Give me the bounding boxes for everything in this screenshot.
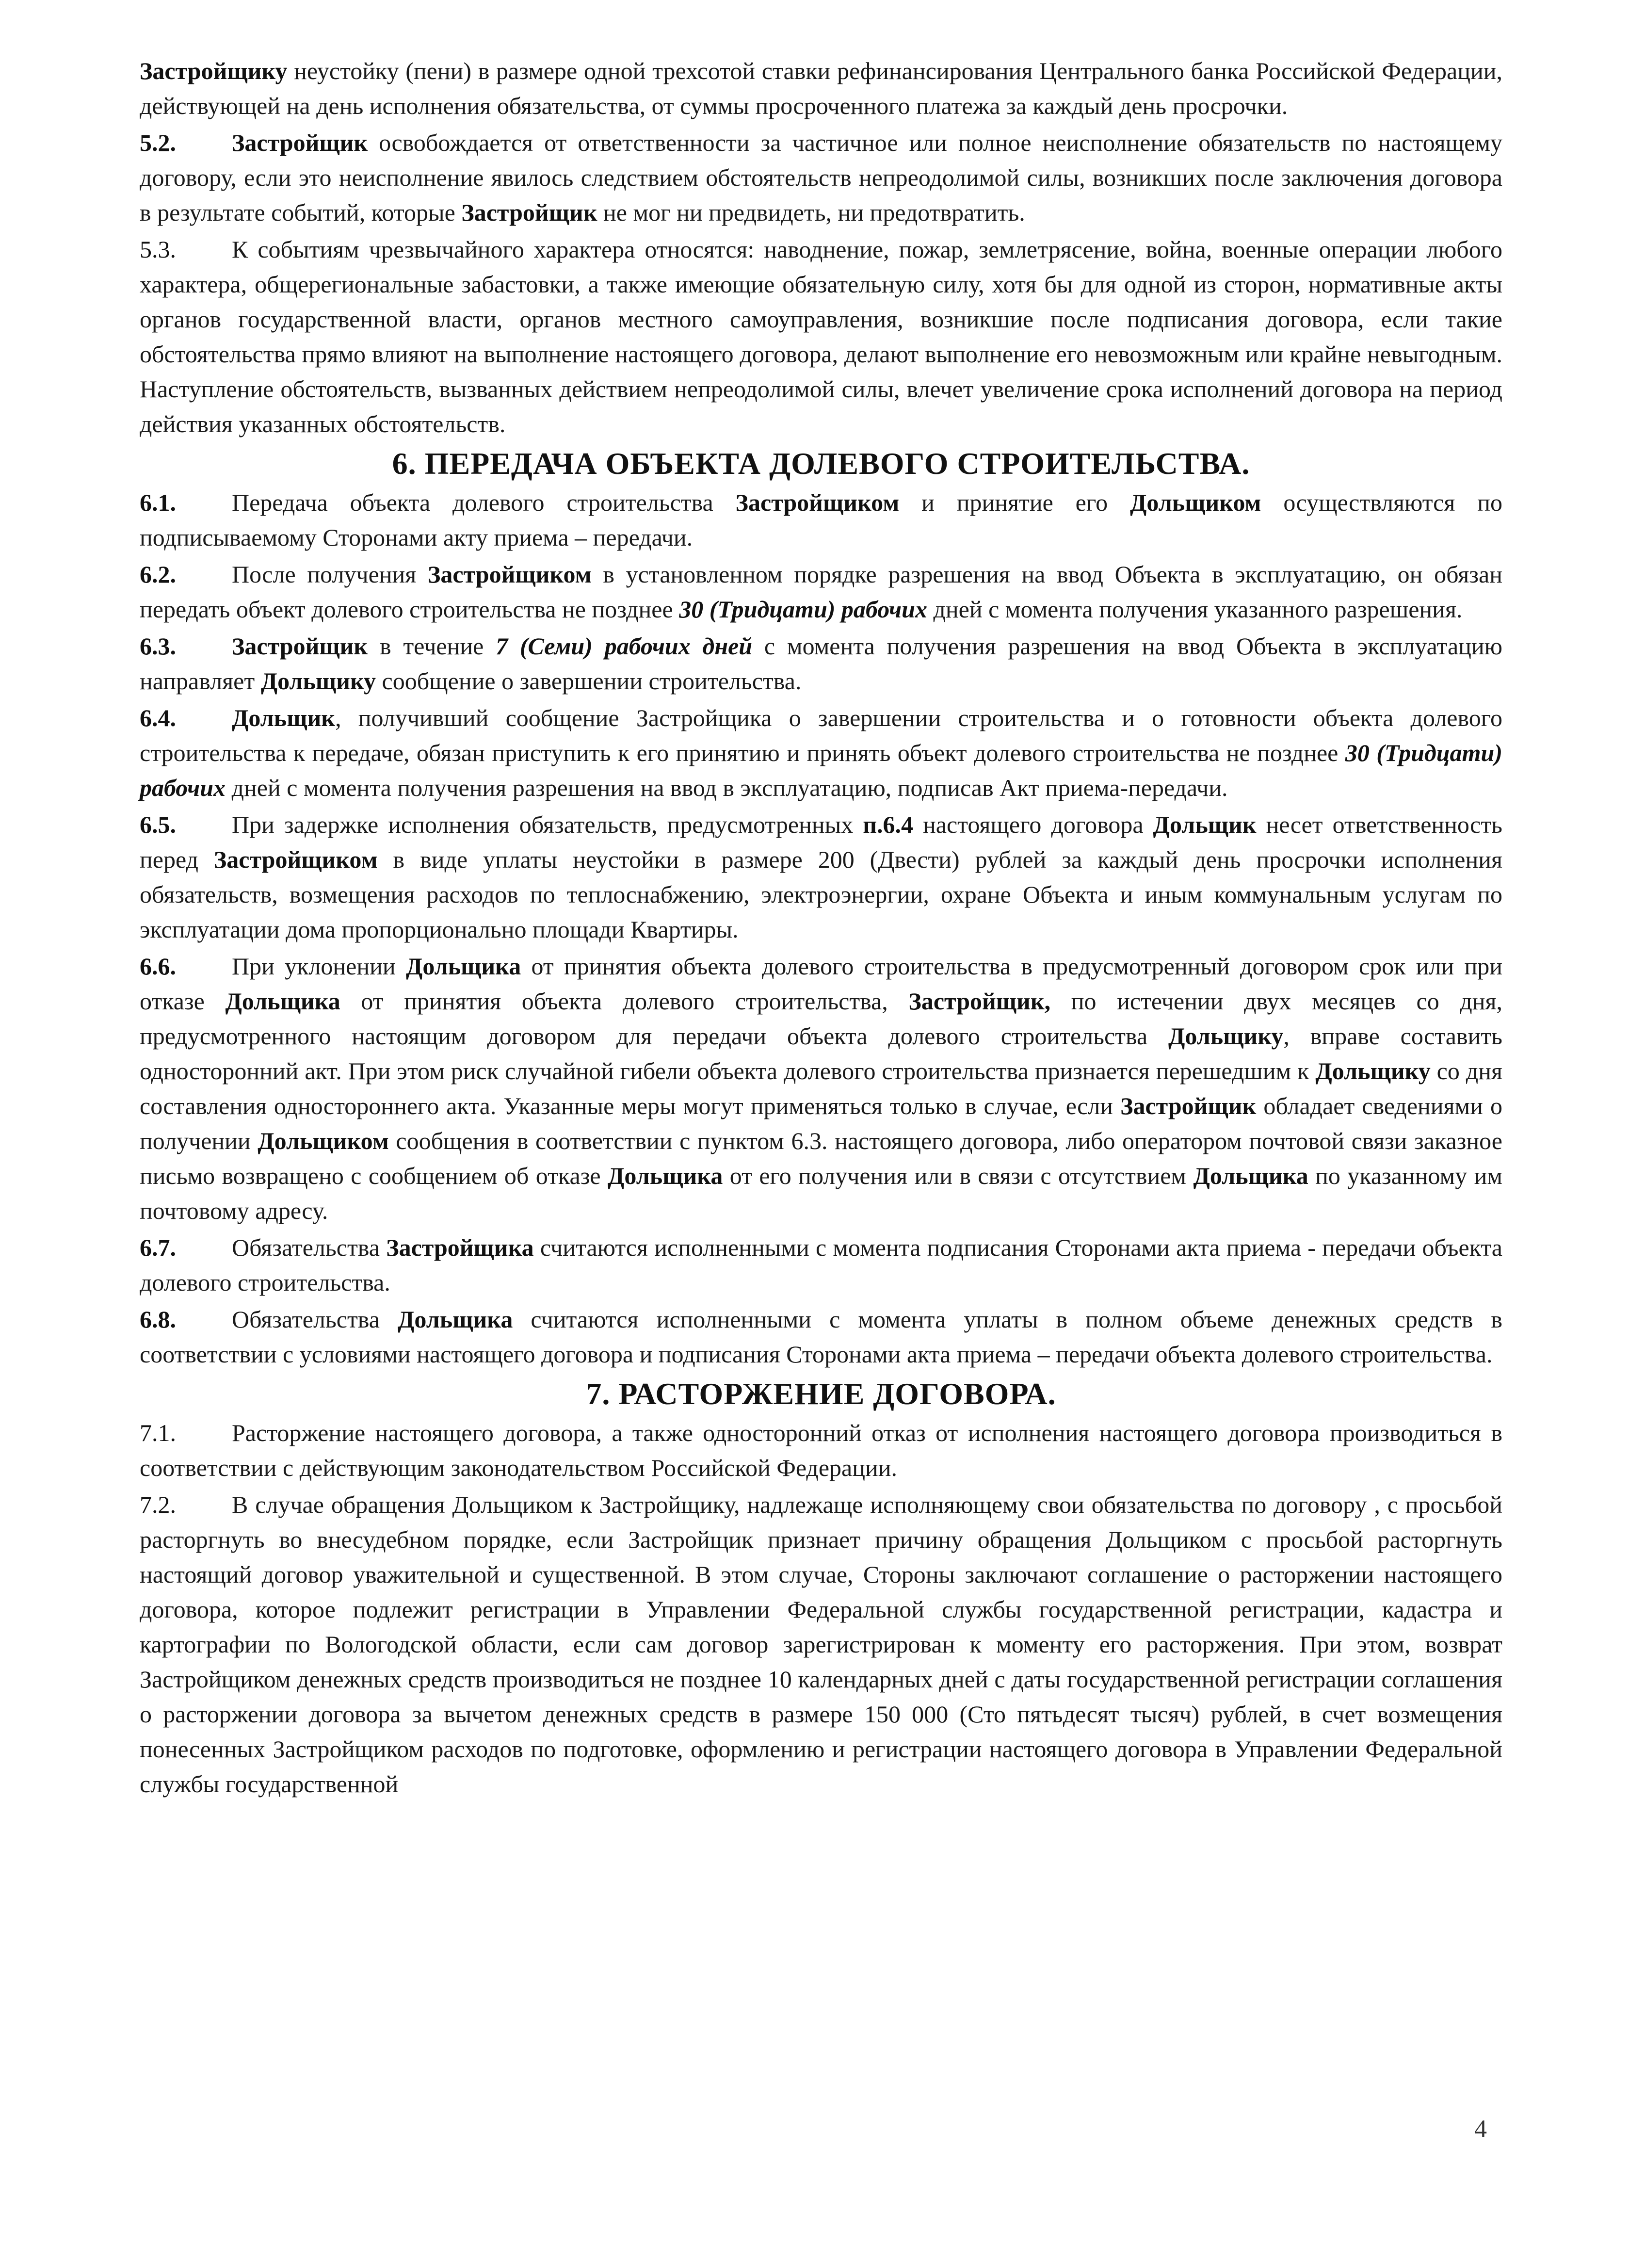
- bold-italic-term: 7 (Семи) рабочих дней: [496, 632, 753, 660]
- text-run: , вправе составить односторонний акт. При этом риск случайной гибели объекта долевого строительства признается перешедшим к: [140, 1022, 1502, 1085]
- bold-term: Дольщик: [232, 704, 336, 731]
- section-6-heading: 6. ПЕРЕДАЧА ОБЪЕКТА ДОЛЕВОГО СТРОИТЕЛЬСТВА.: [392, 446, 1250, 481]
- bold-term: Застройщик,: [908, 988, 1051, 1015]
- paragraph-6-7: [140, 1230, 1502, 1300]
- text-run: и принятие его: [899, 489, 1130, 516]
- text-run: в виде уплаты неустойки в размере 200 (Двести) рублей за каждый день просрочки исполнения обязательств, возмещения расходов по теплоснабжению, электроэнергии, охране Объекта и иным коммунальным услугам по эксплуатации дома пропорционально площади Квартиры.: [140, 846, 1502, 943]
- text-run: дней с момента получения разрешения на ввод в эксплуатацию, подписав Акт приема-передачи.: [226, 774, 1228, 801]
- clause-number: 5.3.: [140, 236, 176, 263]
- text-run: считаются исполненными с момента уплаты в полном объеме денежных средств в соответствии с условиями настоящего договора и подписания Сторонами акта приема – передачи объекта долевого строительства.: [140, 1306, 1502, 1368]
- text-run: освобождается от ответственности за частичное или полное неисполнение обязательств по настоящему договору, если это неисполнение явилось следствием обстоятельств непреодолимой силы, возникших после заключения договора в результате событий, которые: [140, 129, 1502, 226]
- bold-term: Застройщик: [1120, 1092, 1257, 1119]
- clause-number: 6.3.: [140, 632, 176, 660]
- clause-number: 6.6.: [140, 953, 176, 980]
- bold-term: Застройщиком: [735, 489, 900, 516]
- paragraph-6-4: [140, 700, 1502, 805]
- clause-number: 6.5.: [140, 811, 176, 838]
- clause-number: 7.2.: [140, 1491, 176, 1518]
- paragraph-5-1-continuation: [140, 53, 1502, 123]
- bold-term: Дольщик: [1153, 811, 1257, 838]
- paragraph-6-3: [140, 629, 1502, 698]
- bold-term: Дольщику: [260, 667, 376, 695]
- text-run: При задержке исполнения обязательств, предусмотренных: [232, 811, 863, 838]
- clause-number: 6.8.: [140, 1306, 176, 1333]
- bold-term: Дольщика: [405, 953, 521, 980]
- page-number: 4: [1474, 2115, 1487, 2143]
- clause-number: 5.2.: [140, 129, 176, 156]
- bold-term: Застройщик: [232, 632, 368, 660]
- bold-term: п.6.4: [863, 811, 914, 838]
- text-run: Обязательства: [232, 1234, 387, 1261]
- text-run: по указанному им почтовому адресу.: [140, 1162, 1503, 1224]
- text-run: Расторжение настоящего договора, а также односторонний отказ от исполнения настоящего договора производиться в соответствии с действующим законодательством Российской Федерации.: [140, 1419, 1502, 1481]
- text-run: неустойку (пени) в размере одной трехсотой ставки рефинансирования Центрального банка Российской Федерации, действующей на день исполнения обязательства, от суммы просроченного платежа за каждый день просрочки.: [140, 57, 1502, 119]
- bold-term: Застройщиком: [213, 846, 378, 873]
- text-run: сообщение о завершении строительства.: [376, 667, 802, 695]
- bold-term: Застройщика: [386, 1234, 534, 1261]
- text-run: дней с момента получения указанного разрешения.: [927, 596, 1463, 623]
- paragraph-7-2: [140, 1487, 1502, 1801]
- paragraph-5-3: [140, 232, 1502, 441]
- bold-term: Застройщику: [140, 57, 288, 84]
- text-run: несет ответственность перед: [140, 811, 1502, 873]
- text-run: В случае обращения Дольщиком к Застройщику, надлежаще исполняющему свои обязательства по договору , с просьбой расторгнуть во внесудебном порядке, если Застройщик признает причину обращения Дольщиком с просьбой расторгнуть настоящий договор уважительной и существенной. В этом случае, Стороны заключают соглашение о расторжении настоящего договора, которое подлежит регистрации в Управлении Федеральной службы государственной регистрации, кадастра и картографии по Вологодской области, если сам договор зарегистрирован к моменту его расторжения. При этом, возврат Застройщиком денежных средств производиться не позднее 10 календарных дней с даты государственной регистрации соглашения о расторжении договора за вычетом денежных средств в размере 150 000 (Сто пятьдесят тысяч) рублей, в счет возмещения понесенных Застройщиком расходов по подготовке, оформлению и регистрации настоящего договора в Управлении Федеральной службы государственной: [140, 1491, 1502, 1798]
- bold-term: Дольщику: [1315, 1057, 1431, 1085]
- text-run: Передача объекта долевого строительства: [232, 489, 736, 516]
- bold-term: Застройщиком: [428, 561, 592, 588]
- bold-term: Дольщика: [1193, 1162, 1308, 1189]
- text-run: сообщения в соответствии с пунктом 6.3. настоящего договора, либо оператором почтовой связи заказное письмо возвращено с сообщением об отказе: [140, 1127, 1502, 1189]
- text-run: по истечении двух месяцев со дня, предусмотренного настоящим договором для передачи объекта долевого строительства: [140, 988, 1502, 1050]
- section-7-heading: 7. РАСТОРЖЕНИЕ ДОГОВОРА.: [586, 1377, 1056, 1411]
- text-run: со дня составления одностороннего акта. Указанные меры могут применяться только в случае, если: [140, 1057, 1502, 1119]
- paragraph-6-8: [140, 1302, 1502, 1372]
- text-run: от его получения или в связи с отсутствием: [723, 1162, 1193, 1189]
- text-run: от принятия объекта долевого строительства,: [340, 988, 909, 1015]
- text-run: настоящего договора: [913, 811, 1153, 838]
- bold-term: Дольщика: [608, 1162, 723, 1189]
- bold-italic-term: 30 (Тридцати) рабочих: [679, 596, 927, 623]
- document-body: [140, 53, 1502, 1803]
- bold-term: Дольщика: [225, 988, 340, 1015]
- paragraph-6-1: [140, 485, 1502, 555]
- text-run: в течение: [368, 632, 496, 660]
- paragraph-5-2: [140, 125, 1502, 230]
- text-run: не мог ни предвидеть, ни предотвратить.: [597, 199, 1025, 226]
- clause-number: 6.2.: [140, 561, 176, 588]
- bold-term: Дольщику: [1168, 1022, 1284, 1050]
- clause-number: 7.1.: [140, 1419, 176, 1446]
- bold-term: Застройщик: [461, 199, 597, 226]
- text-run: в установленном порядке разрешения на ввод Объекта в эксплуатацию, он обязан передать объект долевого строительства не позднее: [140, 561, 1503, 623]
- clause-number: 6.1.: [140, 489, 176, 516]
- text-run: К событиям чрезвычайного характера относятся: наводнение, пожар, землетрясение, война, военные операции любого характера, общерегиональные забастовки, а также имеющие обязательную силу, хотя бы для одной из сторон, нормативные акты органов государственной власти, органов местного самоуправления, возникшие после подписания договора, если такие обстоятельства прямо влияют на выполнение настоящего договора, делают выполнение его невозможным или крайне невыгодным. Наступление обстоятельств, вызванных действием непреодолимой силы, влечет увеличение срока исполнений договора на период действия указанных обстоятельств.: [140, 236, 1502, 437]
- paragraph-6-5: [140, 807, 1502, 947]
- text-run: от принятия объекта долевого строительства в предусмотренный договором срок или при отказе: [140, 953, 1502, 1015]
- bold-italic-term: 30 (Тридцати) рабочих: [140, 739, 1502, 801]
- paragraph-7-1: [140, 1415, 1502, 1485]
- paragraph-6-6: [140, 949, 1502, 1228]
- text-run: После получения: [232, 561, 428, 588]
- text-run: обладает сведениями о получении: [140, 1092, 1502, 1154]
- text-run: Обязательства: [232, 1306, 398, 1333]
- bold-term: Дольщика: [398, 1306, 513, 1333]
- clause-number: 6.4.: [140, 704, 176, 731]
- bold-term: Застройщик: [232, 129, 368, 156]
- paragraph-6-2: [140, 557, 1502, 627]
- text-run: При уклонении: [232, 953, 406, 980]
- text-run: считаются исполненными с момента подписания Сторонами акта приема - передачи объекта долевого строительства.: [140, 1234, 1502, 1296]
- bold-term: Дольщиком: [258, 1127, 389, 1154]
- text-run: с момента получения разрешения на ввод Объекта в эксплуатацию направляет: [140, 632, 1502, 695]
- text-run: осуществляются по подписываемому Сторонами акту приема – передачи.: [140, 489, 1502, 551]
- clause-number: 6.7.: [140, 1234, 176, 1261]
- text-run: , получивший сообщение Застройщика о завершении строительства и о готовности объекта долевого строительства к передаче, обязан приступить к его принятию и принять объект долевого строительства не позднее: [140, 704, 1502, 766]
- bold-term: Дольщиком: [1129, 489, 1261, 516]
